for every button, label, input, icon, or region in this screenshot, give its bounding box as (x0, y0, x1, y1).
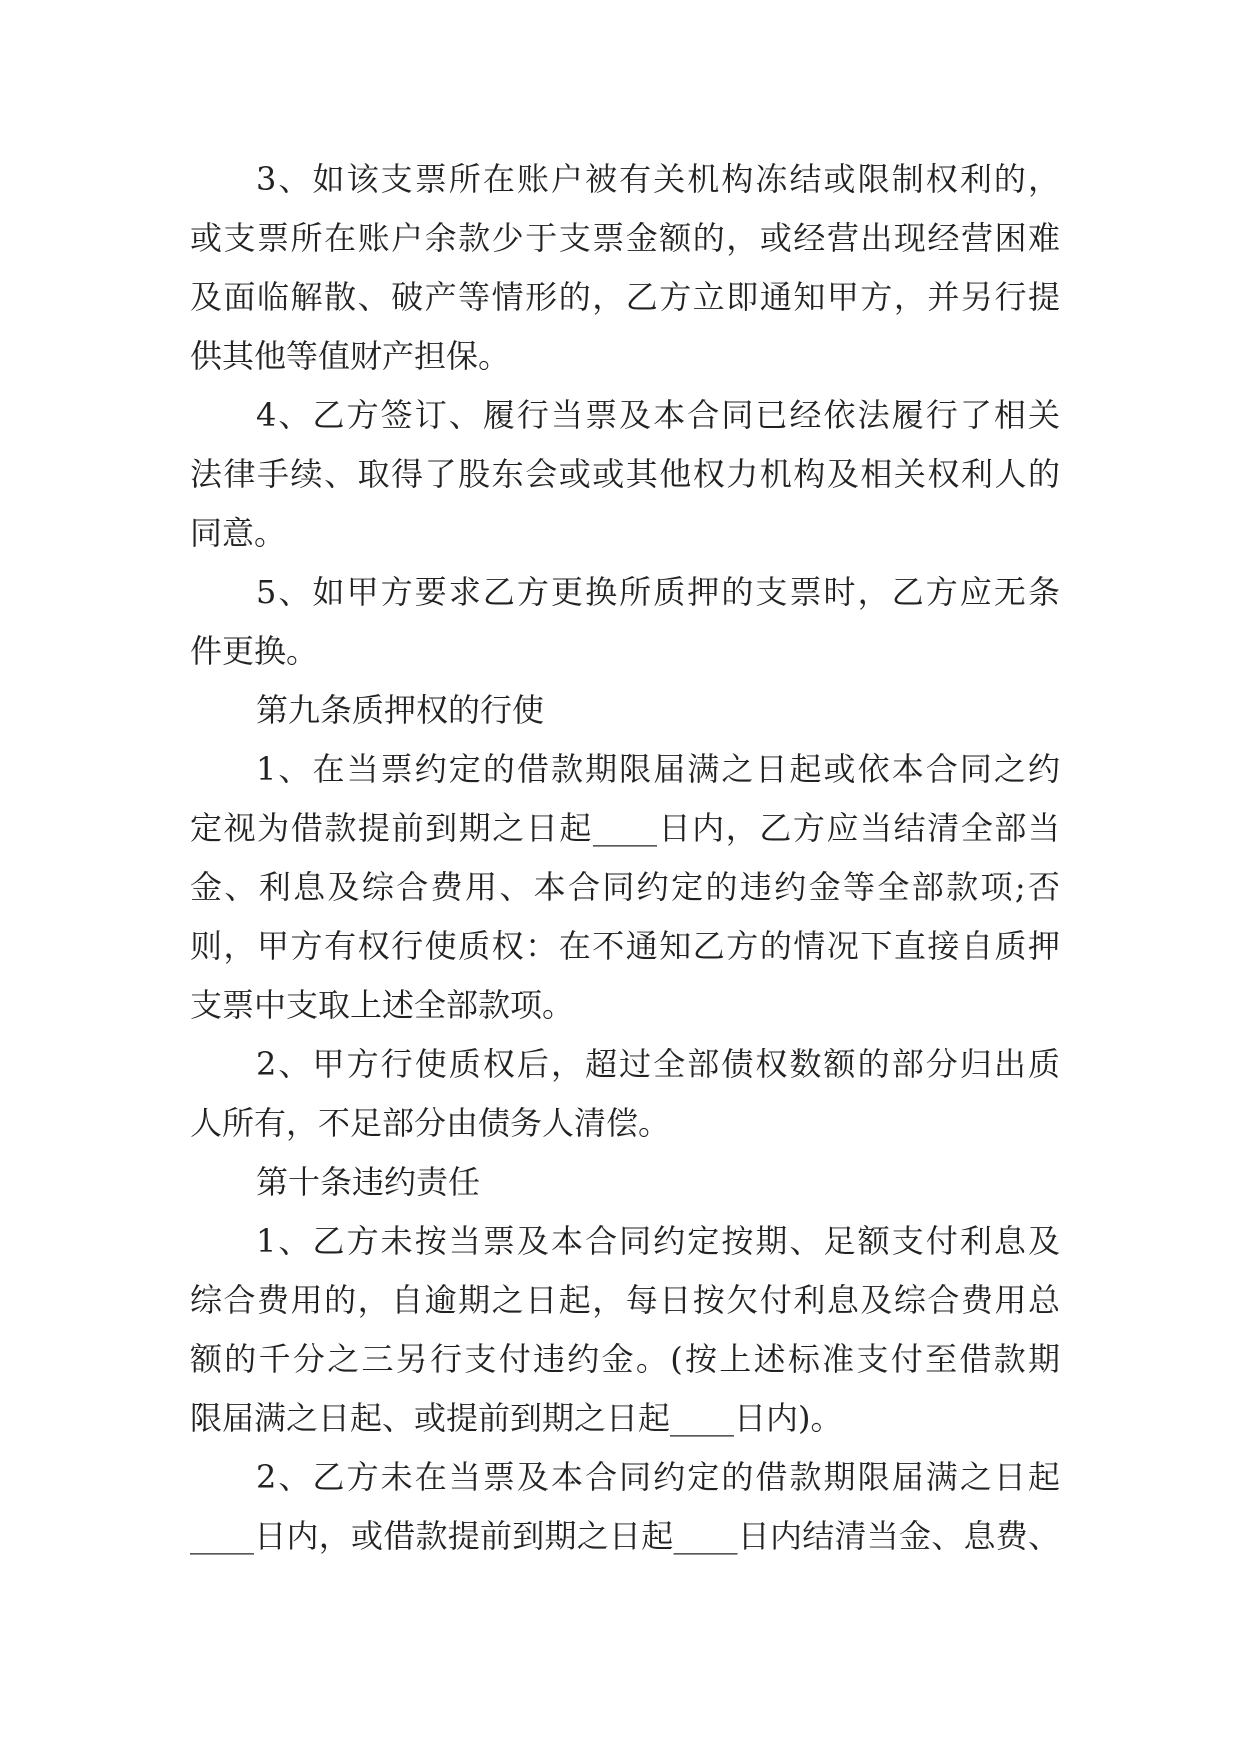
section-heading: 第九条质押权的行使 (256, 691, 545, 729)
text-line: 定视为借款提前到期之日起____日内，乙方应当结清全部当 (190, 809, 1060, 847)
text-line: 金、利息及综合费用、本合同约定的违约金等全部款项;否 (190, 868, 1060, 906)
text-line: 及面临解散、破产等情形的，乙方立即通知甲方，并另行提 (190, 278, 1060, 316)
text-line: 件更换。 (190, 632, 319, 670)
text-line: 2、甲方行使质权后，超过全部债权数额的部分归出质 (256, 1045, 1060, 1083)
text-line: 额的千分之三另行支付违约金。(按上述标准支付至借款期 (190, 1340, 1060, 1378)
text-line: 或支票所在账户余款少于支票金额的，或经营出现经营困难 (190, 219, 1060, 257)
text-line: 2、乙方未在当票及本合同约定的借款期限届满之日起 (256, 1458, 1060, 1496)
text-line: 3、如该支票所在账户被有关机构冻结或限制权利的， (256, 160, 1060, 198)
text-line: 4、乙方签订、履行当票及本合同已经依法履行了相关 (256, 396, 1060, 434)
text-line: 5、如甲方要求乙方更换所质押的支票时，乙方应无条 (256, 573, 1060, 611)
document-body (190, 150, 1060, 1566)
text-line: 则，甲方有权行使质权：在不通知乙方的情况下直接自质押 (190, 927, 1060, 965)
text-line: 同意。 (190, 514, 287, 552)
text-line: 人所有，不足部分由债务人清偿。 (190, 1104, 671, 1142)
text-line: 1、在当票约定的借款期限届满之日起或依本合同之约 (256, 750, 1060, 788)
section-heading: 第十条违约责任 (256, 1163, 481, 1201)
text-line: 支票中支取上述全部款项。 (190, 986, 575, 1024)
text-line: 供其他等值财产担保。 (190, 337, 511, 375)
text-line: 综合费用的，自逾期之日起，每日按欠付利息及综合费用总 (190, 1281, 1060, 1319)
text-line: 法律手续、取得了股东会或或其他权力机构及相关权利人的 (190, 455, 1060, 493)
text-line: 限届满之日起、或提前到期之日起____日内)。 (190, 1399, 843, 1437)
text-line: ____日内，或借款提前到期之日起____日内结清当金、息费、 (190, 1517, 1060, 1555)
text-line: 1、乙方未按当票及本合同约定按期、足额支付利息及 (256, 1222, 1060, 1260)
